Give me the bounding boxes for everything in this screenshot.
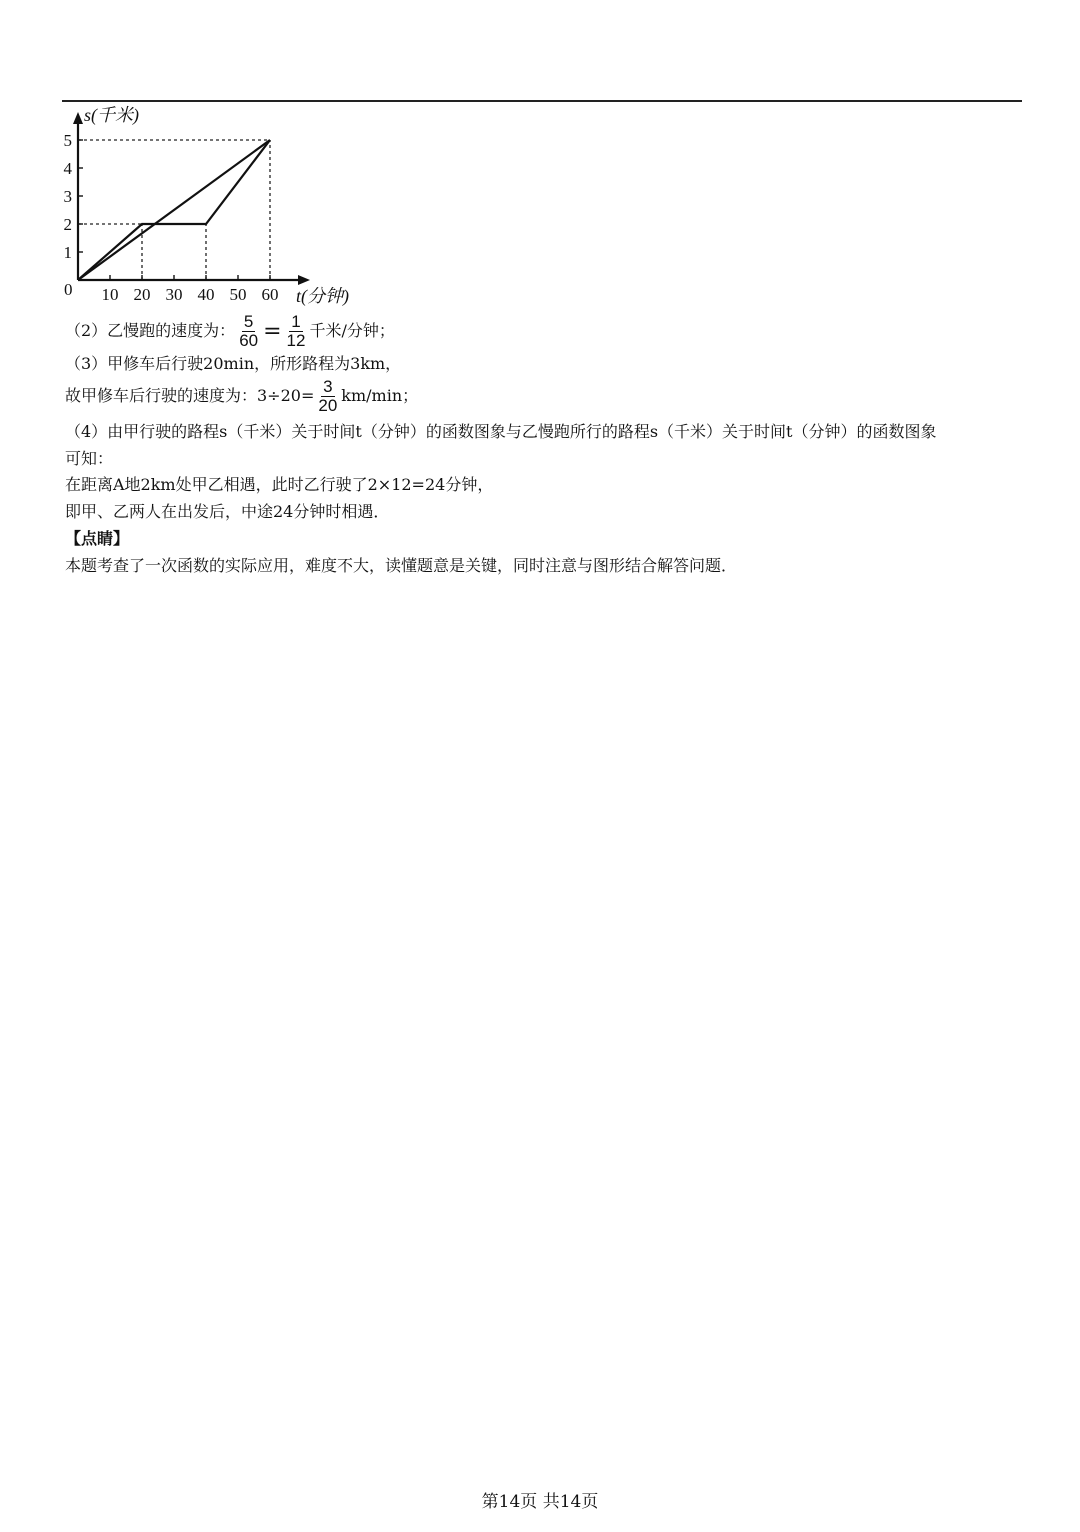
page-footer: 第14页 共14页: [481, 1492, 599, 1512]
y-tick-label-4: 4: [63, 159, 72, 178]
y-axis-label: s(千米): [84, 105, 139, 125]
fraction-numerator: 5: [243, 312, 254, 331]
fraction-denominator: 20: [318, 396, 338, 415]
y-axis-arrow: [73, 112, 83, 124]
x-axis-arrow: [298, 275, 310, 285]
fraction-3-20: [316, 378, 339, 415]
comment-text: 本题考查了一次函数的实际应用，难度不大，读懂题意是关键，同时注意与图形结合解答问题．: [65, 556, 738, 575]
fraction-denominator: 60: [239, 331, 259, 350]
p2-prefix: （2）乙慢跑的速度为：: [65, 321, 236, 340]
series-line-1: [78, 140, 270, 280]
solution-part-4c: 在距离A地2km处甲乙相遇，此时乙行驶了2×12=24分钟，: [65, 475, 494, 494]
p2-suffix: 千米/分钟；: [309, 321, 395, 340]
fraction-numerator: 3: [323, 377, 333, 396]
x-axis-label: t(分钟): [296, 286, 349, 306]
p3b-suffix: km/min；: [341, 386, 419, 405]
p3b-prefix: 故甲修车后行驶的速度为：3÷20=: [65, 386, 315, 405]
series-lines: [78, 140, 270, 280]
x-tick-label-30: 30: [165, 285, 183, 304]
solution-part-3a: （3）甲修车后行驶20min，所形路程为3km，: [65, 354, 402, 373]
solution-part-3b: [65, 378, 418, 415]
solution-part-2: [65, 313, 395, 350]
distance-time-graph: [50, 102, 380, 307]
fraction-denominator: 12: [286, 331, 306, 350]
y-tick-label-1: 1: [63, 243, 72, 262]
origin-label: 0: [64, 280, 73, 299]
x-tick-label-60: 60: [261, 285, 279, 304]
x-tick-label-20: 20: [133, 285, 151, 304]
fraction-1-12: [285, 313, 308, 350]
y-tick-label-5: 5: [63, 131, 72, 150]
solution-part-4a: （4）由甲行驶的路程s（千米）关于时间t（分钟）的函数图象与乙慢跑所行的路程s（千米）关于时间t（分钟）的函数图象: [65, 422, 937, 441]
equals-sign: =: [263, 318, 282, 344]
x-tick-label-10: 10: [101, 285, 119, 304]
y-tick-label-3: 3: [63, 187, 72, 206]
x-tick-label-40: 40: [197, 285, 215, 304]
x-tick-label-50: 50: [229, 285, 247, 304]
fraction-numerator: 1: [291, 312, 301, 331]
fraction-5-60: [237, 313, 260, 350]
solution-part-4d: 即甲、乙两人在出发后，中途24分钟时相遇．: [65, 502, 390, 521]
solution-part-4b: 可知：: [65, 449, 114, 468]
comment-heading: 【点睛】: [65, 529, 130, 548]
y-tick-label-2: 2: [63, 215, 72, 234]
